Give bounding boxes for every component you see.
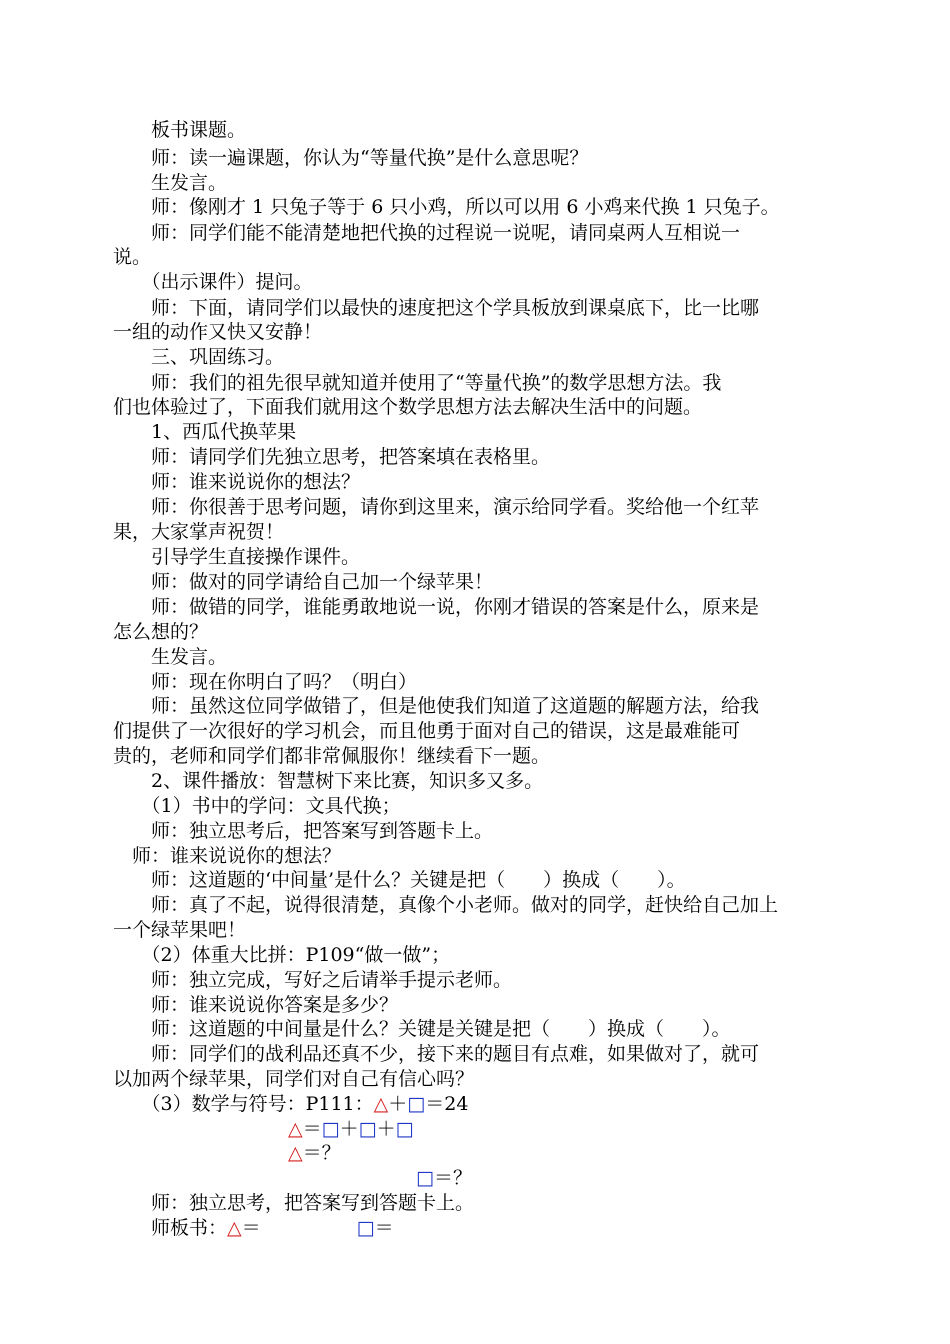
- text-line: （出示课件）提问。: [113, 271, 313, 293]
- text-line: 师：这道题的‘中间量’是什么？关键是把（ ）换成（ ）。: [113, 869, 686, 891]
- square-icon: □: [407, 1093, 426, 1115]
- text-line: 师：这道题的中间量是什么？关键是关键是把（ ）换成（ ）。: [113, 1018, 731, 1040]
- text-line: 师：现在你明白了吗？（明白）: [113, 671, 418, 693]
- text-line: 板书课题。: [113, 119, 247, 141]
- text-line: 生发言。: [113, 172, 228, 194]
- text-line: 引导学生直接操作课件。: [113, 546, 361, 568]
- text-line: （1）书中的学问：文具代换；: [113, 795, 401, 817]
- text-line: 们也体验过了，下面我们就用这个数学思想方法去解决生活中的问题。: [113, 396, 703, 418]
- text-line: 怎么想的？: [113, 621, 209, 643]
- equals-sign: ＝: [374, 1217, 394, 1239]
- text-line: （2）体重大比拼：P109“做一做”；: [113, 944, 451, 966]
- equals-sign: ＝: [433, 1167, 453, 1189]
- text-line: 说。: [113, 246, 152, 268]
- text-line: 师：同学们的战利品还真不少，接下来的题目有点难，如果做对了，就可: [113, 1043, 760, 1065]
- text-line: 师：我们的祖先很早就知道并使用了“等量代换”的数学思想方法。我: [113, 372, 722, 394]
- text-line: 师：你很善于思考问题，请你到这里来，演示给同学看。奖给他一个红苹: [113, 496, 760, 518]
- text-line: 师：虽然这位同学做错了，但是他使我们知道了这道题的解题方法，给我: [113, 695, 760, 717]
- equation-line: [288, 1117, 588, 1141]
- text-line: 师：谁来说说你的想法？: [113, 471, 361, 493]
- triangle-icon: △: [288, 1142, 303, 1164]
- equals-sign: ＝: [302, 1142, 322, 1164]
- text-line: 师：真了不起，说得很清楚，真像个小老师。做对的同学，赶快给自己加上: [113, 894, 779, 916]
- triangle-icon: △: [227, 1217, 242, 1239]
- text-line: 生发言。: [113, 646, 228, 668]
- text-line: 以加两个绿苹果，同学们对自己有信心吗？: [113, 1068, 475, 1090]
- text-line: 师：请同学们先独立思考，把答案填在表格里。: [113, 446, 551, 468]
- math-intro-label: （3）数学与符号：P111：: [113, 1093, 374, 1115]
- square-icon: □: [395, 1118, 414, 1140]
- board-label: 师板书：: [113, 1217, 228, 1239]
- square-icon: □: [321, 1118, 340, 1140]
- text-line: 师：读一遍课题，你认为“等量代换”是什么意思呢？: [113, 147, 589, 169]
- question-mark: ？: [321, 1142, 341, 1164]
- subsection-heading: 2、课件播放：智慧树下来比赛，知识多又多。: [113, 770, 544, 792]
- text-line: 师：谁来说说你的想法？: [113, 845, 342, 867]
- equals-sign: ＝: [425, 1093, 445, 1115]
- square-icon: □: [358, 1118, 377, 1140]
- text-line: 们提供了一次很好的学习机会，而且他勇于面对自己的错误，这是最难能可: [113, 720, 741, 742]
- square-icon: □: [356, 1217, 375, 1239]
- text-line: 师：同学们能不能清楚地把代换的过程说一说呢，请同桌两人互相说一: [113, 222, 741, 244]
- question-mark: ？: [452, 1167, 472, 1189]
- plus-sign: ＋: [388, 1093, 408, 1115]
- triangle-icon: △: [373, 1093, 389, 1115]
- text-line: 师：独立思考，把答案写到答题卡上。: [113, 1192, 475, 1214]
- sum-value: 24: [444, 1093, 469, 1115]
- equals-sign: ＝: [302, 1118, 322, 1140]
- text-line: 贵的，老师和同学们都非常佩服你！继续看下一题。: [113, 745, 551, 767]
- text-line: 果，大家掌声祝贺！: [113, 521, 285, 543]
- text-line: 师：独立完成，写好之后请举手提示老师。: [113, 969, 513, 991]
- triangle-question-line: [288, 1141, 488, 1165]
- text-line: 师：独立思考后，把答案写到答题卡上。: [113, 820, 494, 842]
- text-line: 师：像刚才 1 只兔子等于 6 只小鸡，所以可以用 6 小鸡来代换 1 只兔子。: [113, 196, 780, 218]
- square-question-line: [416, 1166, 616, 1190]
- square-icon: □: [416, 1167, 434, 1189]
- text-line: 师：做对的同学请给自己加一个绿苹果！: [113, 571, 494, 593]
- triangle-icon: △: [288, 1118, 303, 1140]
- text-line: 一组的动作又快又安静！: [113, 321, 323, 343]
- text-line: 师：做错的同学，谁能勇敢地说一说，你刚才错误的答案是什么，原来是: [113, 596, 760, 618]
- subsection-heading: 1、西瓜代换苹果: [113, 421, 297, 443]
- text-line: 一个绿苹果吧！: [113, 919, 247, 941]
- text-line: 师：下面，请同学们以最快的速度把这个学具板放到课桌底下，比一比哪: [113, 297, 760, 319]
- plus-sign: ＋: [339, 1118, 359, 1140]
- board-writing-line: [113, 1216, 853, 1240]
- plus-sign: ＋: [376, 1118, 396, 1140]
- section-heading: 三、巩固练习。: [113, 346, 285, 368]
- math-intro-line: [113, 1092, 853, 1116]
- text-line: 师：谁来说说你答案是多少？: [113, 994, 399, 1016]
- equals-sign: ＝: [241, 1217, 261, 1239]
